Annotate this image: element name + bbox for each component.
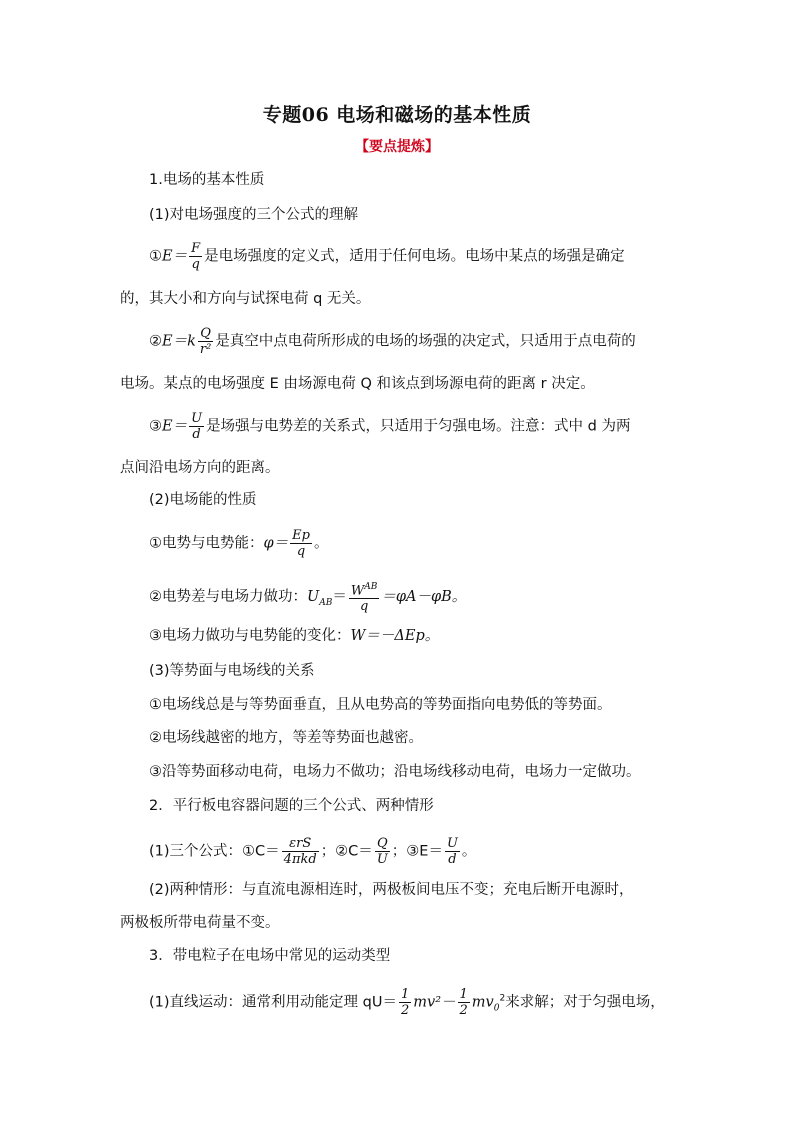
subheading-equipotential: (3)等势面与电场线的关系	[149, 663, 315, 679]
kinetic-term: mv²－	[413, 994, 456, 1011]
capacitor-cases: (2)两种情形：与直流电源相连时，两极板间电压不变；充电后断开电源时，	[149, 882, 634, 898]
fraction	[458, 987, 470, 1018]
fraction-denominator: d	[448, 852, 457, 867]
circled-2: ②	[149, 333, 162, 350]
circled-1: ①	[149, 248, 162, 265]
fraction-denominator: q	[359, 599, 369, 615]
fraction	[198, 326, 213, 357]
formula-lhs-sub: AB	[319, 598, 333, 609]
formula-end: 。	[313, 535, 329, 552]
work-energy-expression: W＝－ΔEp。	[350, 628, 440, 644]
kinetic-term: mv	[471, 994, 494, 1011]
formula-point-charge-cont: 电场。某点的电场强度 E 由场源电荷 Q 和该点到场源电荷的距离 r 决定。	[120, 376, 595, 392]
linear-motion-suffix: 来求解；对于匀强电场，	[505, 994, 665, 1011]
fraction-denominator: d	[192, 427, 201, 442]
linear-motion	[149, 987, 665, 1018]
formula-text: 是真空中点电荷所形成的电场的场强的决定式，只适用于点电荷的	[215, 333, 636, 350]
formula-definition-cont: 的，其大小和方向与试探电荷 q 无关。	[120, 291, 371, 307]
potential-label: ①电势与电势能：	[149, 535, 264, 552]
capacitor-formula-separator: ；②C＝	[320, 843, 373, 860]
formula-lhs: φ＝	[263, 535, 289, 552]
subheading-potential: (2)电场能的性质	[149, 492, 257, 508]
numerator-symbol: W	[350, 583, 365, 599]
fraction	[349, 580, 380, 614]
fraction-denominator: 2	[459, 1003, 468, 1018]
formula-rhs: ＝φA－φB。	[381, 589, 467, 606]
formula-uniform-field-cont: 点间沿电场方向的距离。	[120, 460, 280, 476]
potential-formula	[149, 528, 328, 559]
formula-lhs: E＝	[162, 418, 188, 435]
document-title: 专题06 电场和磁场的基本性质	[262, 104, 532, 126]
capacitor-formulas-prefix: (1)三个公式：①C＝	[149, 843, 280, 860]
fraction	[290, 528, 312, 559]
potential-difference-label: ②电势差与电场力做功：	[149, 589, 307, 606]
formula-text: 是电场强度的定义式，适用于任何电场。电场中某点的场强是确定	[204, 248, 625, 265]
fraction-numerator: 1	[459, 987, 468, 1002]
section-heading-2: 2．平行板电容器问题的三个公式、两种情形	[149, 798, 434, 814]
fraction	[375, 836, 390, 867]
fraction-numerator: U	[191, 411, 203, 426]
fraction	[189, 241, 202, 272]
fraction-numerator: Q	[375, 836, 390, 852]
fraction-denominator: r²	[199, 342, 212, 357]
fraction	[282, 836, 319, 867]
rule-2: ②电场线越密的地方，等差等势面也越密。	[149, 730, 423, 746]
formula-uniform-field	[149, 411, 630, 442]
fraction-denominator: q	[191, 257, 200, 272]
linear-motion-prefix: (1)直线运动：通常利用动能定理 qU＝	[149, 994, 397, 1011]
fraction-numerator: Q	[198, 326, 213, 342]
subheading-field-strength: (1)对电场强度的三个公式的理解	[149, 207, 359, 223]
fraction	[399, 987, 411, 1018]
formula-definition	[149, 241, 625, 272]
fraction-numerator: εrS	[282, 836, 319, 852]
fraction-numerator	[349, 580, 380, 599]
section-tag: 【要点提炼】	[355, 139, 439, 155]
fraction-numerator: U	[446, 836, 458, 851]
fraction-numerator: Ep	[292, 528, 310, 543]
fraction-denominator: U	[376, 852, 388, 867]
equals-sign: ＝	[332, 589, 347, 606]
work-energy-formula	[149, 626, 439, 646]
circled-3: ③	[149, 418, 162, 435]
section-heading-1: 1.电场的基本性质	[149, 172, 265, 188]
formula-end: 。	[461, 843, 477, 860]
numerator-sup: AB	[364, 582, 378, 592]
fraction-denominator: q	[296, 544, 306, 559]
velocity-subscript: 0	[493, 1003, 500, 1014]
capacitor-cases-cont: 两极板所带电荷量不变。	[120, 915, 280, 931]
formula-lhs: E＝	[162, 248, 188, 265]
capacitor-formulas	[149, 836, 476, 867]
work-energy-label: ③电场力做功与电势能的变化：	[149, 628, 351, 644]
formula-lhs: U	[307, 589, 320, 606]
potential-difference-formula	[149, 580, 466, 614]
formula-text: 是场强与电势差的关系式，只适用于匀强电场。注意：式中 d 为两	[206, 418, 631, 435]
fraction-numerator: F	[191, 241, 201, 256]
capacitor-formula-separator: ；③E＝	[391, 843, 443, 860]
rule-3: ③沿等势面移动电荷，电场力不做功；沿电场线移动电荷，电场力一定做功。	[149, 764, 641, 780]
velocity-superscript: 2	[499, 993, 506, 1004]
section-heading-3: 3．带电粒子在电场中常见的运动类型	[149, 948, 391, 964]
fraction	[189, 411, 204, 442]
fraction-denominator: 4πkd	[283, 852, 317, 867]
fraction	[445, 836, 460, 867]
fraction-denominator: 2	[400, 1003, 410, 1018]
formula-point-charge	[149, 326, 636, 357]
fraction-numerator: 1	[400, 987, 410, 1002]
formula-lhs: E＝k	[162, 333, 196, 350]
rule-1: ①电场线总是与等势面垂直，且从电势高的等势面指向电势低的等势面。	[149, 697, 612, 713]
